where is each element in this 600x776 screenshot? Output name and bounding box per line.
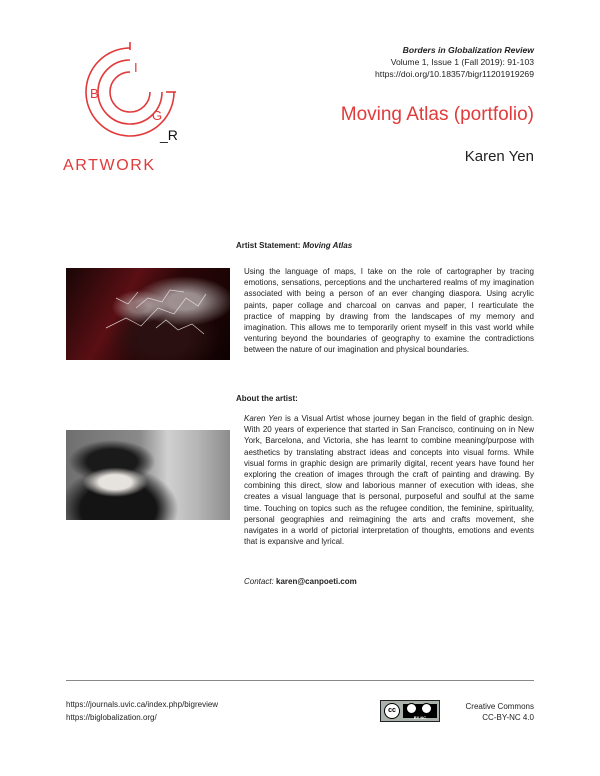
contact-line <box>244 577 357 586</box>
article-author: Karen Yen <box>464 148 534 165</box>
cc-labels <box>403 715 437 720</box>
about-body: is a Visual Artist whose journey began in the field of graphic design. With 20 years of experience that started in San Francisco, continuing on in New York, Barcelona, and Victoria, she has learnt to combine meaning/purpose with aesthetics by translating abstract ideas and concepts into visual forms. While visual forms in graphic design are primarily digital, recent years have found her exploring the creation of images through the craft of painting and drawing. By combining this direct, slow and laborious manner of execution with ideas, she creates a visual language that is personal, purposeful and soulful at the same time. Touching on topics such as the refugee condition, the feminine, spirituality, personal geographies and reimagining the arts and crafts movement, she navigates in a world of pictorial interpretation of thoughts, emotions and events that is expansive and lyrical. <box>244 414 535 547</box>
statement-paragraph: Using the language of maps, I take on the role of cartographer by tracing emotions, sensations, perceptions and the unchartered realms of my imagination associated with being a person of an ever changing diaspora. Using acrylic paints, paper collage and charcoal on canvas and paper, I rearticulate the practice of mapping by drawing from the landscapes of my memory and imagination. This allows me to temporarily orient myself in this vast world while venturing beyond the boundaries of geography to examine the contradictions between the nature of our imagination and physical boundaries. <box>244 267 534 355</box>
contact-label: Contact: <box>244 577 274 586</box>
about-heading: About the artist: <box>236 394 298 403</box>
license-line-2: CC-BY-NC 4.0 <box>482 713 534 722</box>
artist-photo <box>66 430 230 520</box>
logo-letter-b: B <box>90 86 99 101</box>
logo-ring-inner <box>110 72 150 112</box>
logo-letter-i: I <box>134 60 138 75</box>
journal-info <box>375 44 534 80</box>
footer-divider <box>66 680 534 681</box>
artwork-thumbnail <box>66 268 230 360</box>
statement-heading-title: Moving Atlas <box>302 241 353 250</box>
cc-nc-icon <box>421 703 432 714</box>
journal-url-link[interactable]: https://journals.uvic.ca/index.php/bigreview <box>66 700 219 709</box>
journal-name: Borders in Globalization Review <box>402 45 534 55</box>
journal-volume: Volume 1, Issue 1 (Fall 2019): 91-103 <box>390 57 534 67</box>
cc-icon: cc <box>384 703 400 719</box>
cc-license-badge[interactable] <box>380 700 440 722</box>
contact-email[interactable]: karen@canpoeti.com <box>276 577 357 586</box>
organization-url-link[interactable]: https://biglobalization.org/ <box>66 713 157 722</box>
statement-heading <box>236 241 352 250</box>
statement-heading-prefix: Artist Statement: <box>236 241 301 250</box>
cc-by-icon <box>406 703 417 714</box>
about-paragraph <box>244 413 534 547</box>
logo-letter-g: G <box>152 108 163 123</box>
logo-artwork-label: ARTWORK <box>63 157 156 174</box>
cc-nc-label: NC <box>420 715 427 720</box>
cc-by-label: BY <box>413 715 420 720</box>
journal-doi[interactable]: https://doi.org/10.18357/bigr11201919269 <box>375 69 534 79</box>
license-text <box>466 701 534 723</box>
artwork-map-lines <box>66 268 230 360</box>
big-artwork-logo <box>60 38 200 178</box>
license-line-1: Creative Commons <box>465 702 534 711</box>
artist-name: Karen Yen <box>244 414 283 423</box>
logo-letter-r: _R <box>160 127 178 143</box>
article-title: Moving Atlas (portfolio) <box>340 104 534 125</box>
